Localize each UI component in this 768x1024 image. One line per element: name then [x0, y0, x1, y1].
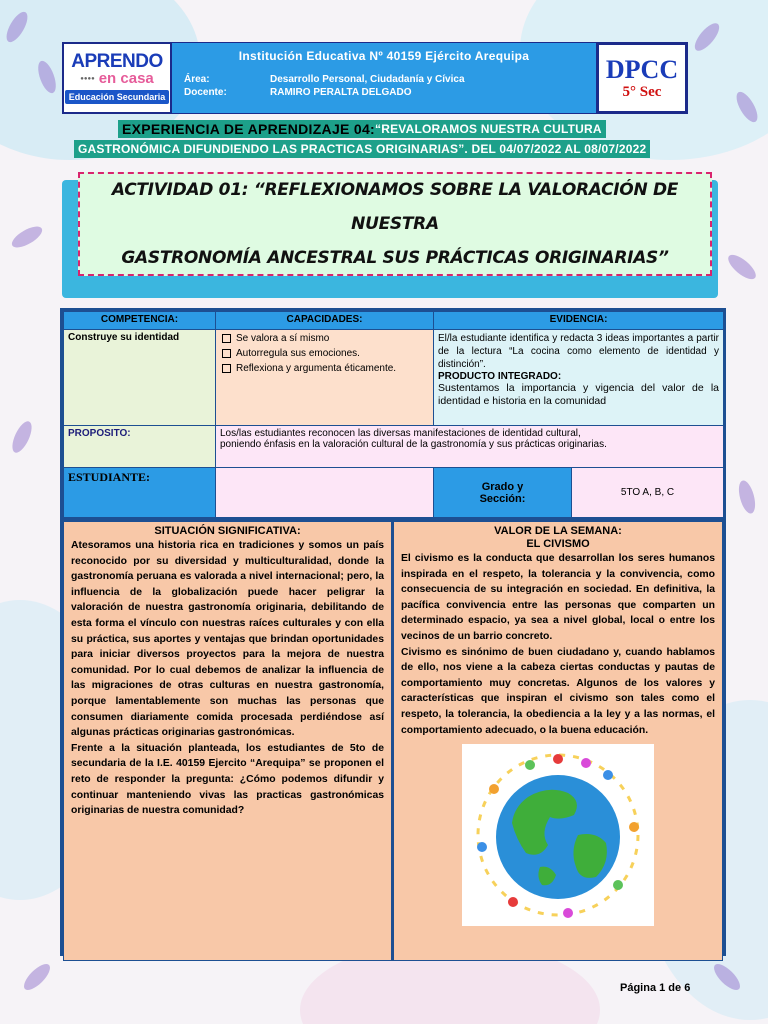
institution-name: Institución Educativa Nº 40159 Ejército Arequipa — [238, 49, 530, 63]
situacion-paragraph-1: Atesoramos una historia rica en tradiciones y somos un país reconocido por su diversidad y multiculturalidad, donde la gastronomía peruana es valorada a nivel internacional; pero, la influencia de la globalización puede hacer peligrar la valoración de nuestra gastronomía originaria, debilitando de esta forma el vínculo con nuestras raíces culturales y con ella su práctica, sus aportes y ventajas que brindan oportunidades para iniciar diversos proyectos para la mejora de nuestra comunidad. Por lo cual debemos de analizar la influencia de las migraciones de otras culturas en nuestra gastronomía, porque lamentablemente son muchas las personas que consumen diariamente comida procesada perdiéndose así algunas prácticas originarias gastronómicas. — [71, 540, 384, 739]
course-grade: 5° Sec — [622, 83, 662, 100]
activity-banner — [62, 172, 726, 300]
activity-title-line1: ACTIVIDAD 01: “REFLEXIONAMOS SOBRE LA VALORACIÓN DE NUESTRA — [111, 180, 679, 234]
experience-label: EXPERIENCIA DE APRENDIZAJE 04: — [122, 121, 376, 137]
valor-semana — [393, 521, 723, 961]
valor-title: VALOR DE LA SEMANA: — [494, 525, 622, 537]
course-badge — [596, 42, 688, 114]
course-code: DPCC — [605, 54, 679, 84]
grado-label-line2: Sección: — [479, 492, 526, 505]
experience-title-part1: “REVALORAMOS NUESTRA CULTURA — [375, 122, 602, 136]
evidencia-cell — [434, 330, 724, 426]
grado-label — [434, 468, 572, 518]
area-value: Desarrollo Personal, Ciudadanía y Cívica — [270, 74, 465, 85]
proposito-cell — [216, 426, 724, 468]
teacher-label: Docente: — [184, 87, 227, 98]
proposito-line1: Los/las estudiantes reconocen las diversas manifestaciones de identidad cultural, — [220, 428, 581, 439]
logo-subtitle: en casa — [98, 70, 154, 87]
situacion-question: ¿Cómo podemos difundir y continuar manteniendo vivas las practicas gastronómicas originarias de nuestra comunidad? — [71, 773, 384, 817]
competency-table — [63, 311, 724, 518]
area-label: Área: — [184, 74, 210, 85]
document-header — [62, 42, 688, 114]
situacion-body — [71, 538, 384, 819]
capacidades-cell — [216, 330, 434, 426]
teacher-value: RAMIRO PERALTA DELGADO — [270, 87, 412, 98]
situacion-significativa — [63, 521, 393, 961]
logo-dots-icon: ●●●● — [80, 76, 95, 82]
competencia-header: COMPETENCIA: — [64, 312, 216, 330]
main-content — [60, 308, 726, 956]
valor-paragraph-1: El civismo es la conducta que desarrollan los seres humanos inspirada en el respeto, la tolerancia y la convivencia, como consecuencia de su integración en sociedad. En definitiva, la pacífica convivencia entre las personas que comparten un determinado espacio, ya sea a nivel global, local o entre los vecinos de un barrio concreto. — [401, 553, 715, 642]
aprendo-en-casa-logo — [62, 42, 172, 114]
evidencia-header: EVIDENCIA: — [434, 312, 724, 330]
proposito-line2: poniendo énfasis en la valoración cultural de la gastronomía y sus prácticas originarias. — [220, 439, 607, 450]
producto-label: PRODUCTO INTEGRADO: — [438, 371, 562, 382]
activity-box — [78, 172, 712, 276]
competencia-value: Construye su identidad — [64, 330, 216, 426]
globe-children-icon — [462, 744, 654, 926]
grado-label-line1: Grado y — [481, 480, 524, 493]
situacion-title: SITUACIÓN SIGNIFICATIVA: — [154, 525, 301, 537]
estudiante-label: ESTUDIANTE: — [64, 468, 216, 518]
capacidades-header: CAPACIDADES: — [216, 312, 434, 330]
grado-value: 5TO A, B, C — [572, 468, 724, 518]
institution-box — [172, 42, 596, 114]
capacidad-item: Autorregula sus emociones. — [220, 347, 429, 360]
capacidad-item: Se valora a sí mismo — [220, 332, 429, 345]
valor-name: EL CIVISMO — [526, 538, 590, 550]
capacidad-item: Reflexiona y argumenta éticamente. — [220, 362, 429, 375]
experience-title-line2: GASTRONÓMICA DIFUNDIENDO LAS PRACTICAS ORIGINARIAS”. DEL 04/07/2022 AL 08/07/2022 — [74, 140, 650, 158]
experience-title-line1 — [118, 120, 606, 138]
activity-title-line2: GASTRONOMÍA ANCESTRAL SUS PRÁCTICAS ORIGINARIAS” — [121, 248, 669, 268]
valor-paragraph-2: Civismo es sinónimo de buen ciudadano y, cuando hablamos de ello, nos viene a la cabeza ciertas conductas y pautas de comportamiento muy concretas. Algunos de los valores y características que inspiran el civismo son tales como el respeto, la tolerancia, la obediencia a la ley y a las normas, el comportamiento adecuado, o la buena educación. — [401, 646, 715, 736]
proposito-label: PROPOSITO: — [64, 426, 216, 468]
bottom-section — [63, 521, 723, 961]
logo-title: APRENDO — [71, 51, 163, 72]
valor-body — [401, 551, 715, 738]
estudiante-field[interactable] — [216, 468, 434, 518]
logo-level: Educación Secundaria — [65, 90, 170, 104]
producto-text: Sustentamos la importancia y vigencia del valor de la identidad e historia en la comunidad — [438, 382, 720, 407]
page-number: Página 1 de 6 — [620, 982, 691, 994]
activity-title — [100, 173, 690, 275]
capacidades-list — [220, 332, 429, 375]
evidencia-text: El/la estudiante identifica y redacta 3 ideas importantes a partir de la lectura “La cocina como elemento de identidad y distinción”. — [438, 333, 720, 370]
situacion-paragraph-2: Frente a la situación planteada, los estudiantes de 5to de secundaria de la I.E. 40159 Ejercito “Arequipa” se proponen el reto de responder la pregunta: — [71, 742, 384, 785]
